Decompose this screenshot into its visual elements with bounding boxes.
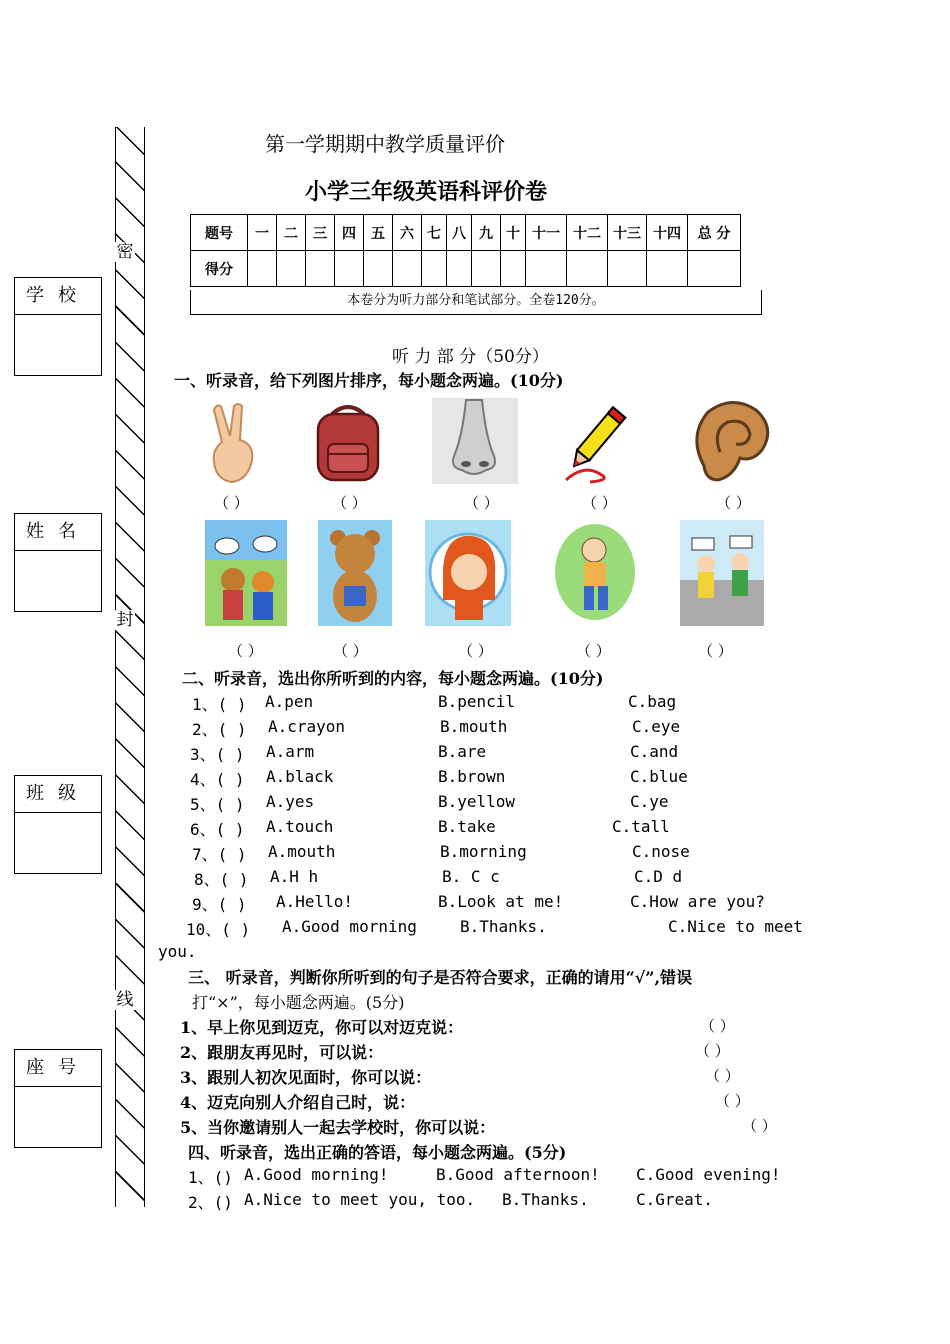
- judge-item: 2、跟朋友再见时，可以说：: [180, 1043, 384, 1062]
- question-number[interactable]: 2、( ): [192, 720, 247, 739]
- binding-strip: [115, 127, 145, 1207]
- exam-note: 本卷分为听力部分和笔试部分。全卷120分。: [190, 290, 762, 315]
- score-cell[interactable]: [608, 251, 647, 287]
- animals-scene-icon: [205, 520, 287, 626]
- score-header-cell: 八: [447, 215, 472, 251]
- question-number[interactable]: 8、( ): [194, 870, 249, 889]
- answer-paren[interactable]: （ ）: [333, 642, 368, 660]
- seat-field[interactable]: [15, 1087, 101, 1147]
- option-a: A.mouth: [268, 842, 336, 861]
- option-c: C.D d: [634, 867, 683, 886]
- option-b: B.take: [438, 817, 496, 836]
- seat-label: 座号: [15, 1050, 101, 1087]
- option-b: B.Good afternoon!: [436, 1165, 600, 1184]
- answer-paren[interactable]: （ ）: [715, 1092, 750, 1110]
- exam-subtitle: 小学三年级英语科评价卷: [305, 179, 548, 205]
- judge-item: 1、早上你见到迈克，你可以对迈克说：: [180, 1018, 464, 1037]
- question-number[interactable]: 10、( ): [186, 920, 251, 939]
- listening-title: 听 力 部 分（50分）: [392, 347, 549, 367]
- option-b: B.Thanks.: [460, 917, 547, 936]
- section3-title: 三、 听录音，判断你所听到的句子是否符合要求，正确的请用“√”,错误: [188, 968, 693, 987]
- question-number[interactable]: 2、(): [188, 1193, 233, 1212]
- score-header-cell: 四: [335, 215, 364, 251]
- score-header-row: [191, 215, 741, 251]
- score-cell[interactable]: [688, 251, 741, 287]
- option-a: A.Good morning: [282, 917, 417, 936]
- score-header-cell: 十三: [608, 215, 647, 251]
- class-field[interactable]: [15, 813, 101, 873]
- option-a: A.touch: [266, 817, 334, 836]
- binding-mi: 密: [116, 242, 134, 262]
- score-cell[interactable]: [422, 251, 447, 287]
- school-box: [14, 277, 102, 376]
- score-cell[interactable]: [526, 251, 567, 287]
- option-a: A.arm: [266, 742, 315, 761]
- option-a: A.H h: [270, 867, 319, 886]
- score-header-cell: 十二: [567, 215, 608, 251]
- option-a: A.Nice to meet you, too.: [244, 1190, 476, 1209]
- score-cell[interactable]: [472, 251, 501, 287]
- name-label: 姓名: [15, 514, 101, 551]
- option-a: A.pen: [265, 692, 314, 711]
- score-cell[interactable]: [306, 251, 335, 287]
- score-header-cell: 十四: [647, 215, 688, 251]
- option-c: C.bag: [628, 692, 677, 711]
- score-header-cell: 三: [306, 215, 335, 251]
- option-b: B.brown: [438, 767, 506, 786]
- option-b: B.yellow: [438, 792, 516, 811]
- score-header-cell: 总 分: [688, 215, 741, 251]
- score-row-label: 得分: [191, 251, 248, 287]
- option-c: C.and: [630, 742, 679, 761]
- answer-paren[interactable]: （ ）: [228, 642, 263, 660]
- answer-paren[interactable]: （ ）: [716, 494, 751, 512]
- option-a: A.Hello!: [276, 892, 354, 911]
- score-header-cell: 二: [277, 215, 306, 251]
- score-cell[interactable]: [277, 251, 306, 287]
- option-b: B.Thanks.: [502, 1190, 589, 1209]
- ear-icon: [684, 396, 774, 482]
- question-number[interactable]: 3、( ): [190, 745, 245, 764]
- backpack-icon: [310, 400, 386, 484]
- option-c: C.Good evening!: [636, 1165, 781, 1184]
- answer-paren[interactable]: （ ）: [698, 642, 733, 660]
- answer-paren[interactable]: （ ）: [464, 494, 499, 512]
- score-cell[interactable]: [647, 251, 688, 287]
- option-c: C.How are you?: [630, 892, 765, 911]
- score-header-cell: 五: [364, 215, 393, 251]
- answer-paren[interactable]: （ ）: [214, 494, 249, 512]
- judge-item: 3、跟别人初次见面时，你可以说：: [180, 1068, 432, 1087]
- score-header-cell: 十一: [526, 215, 567, 251]
- girl-icon: [425, 520, 511, 626]
- option-b: B. C c: [442, 867, 500, 886]
- score-header-cell: 六: [393, 215, 422, 251]
- question-number[interactable]: 1、(): [188, 1168, 233, 1187]
- exam-title: 第一学期期中教学质量评价: [265, 132, 505, 156]
- score-header-cell: 九: [472, 215, 501, 251]
- question-number[interactable]: 9、( ): [192, 895, 247, 914]
- class-box: [14, 775, 102, 874]
- school-label: 学校: [15, 278, 101, 315]
- answer-paren[interactable]: （ ）: [695, 1042, 730, 1060]
- option-c: C.Great.: [636, 1190, 714, 1209]
- answer-paren[interactable]: （ ）: [582, 494, 617, 512]
- score-header-cell: 一: [248, 215, 277, 251]
- answer-paren[interactable]: （ ）: [332, 494, 367, 512]
- name-box: [14, 513, 102, 612]
- score-table: [190, 214, 741, 287]
- option-b: B.pencil: [438, 692, 516, 711]
- option-a: A.yes: [266, 792, 315, 811]
- section1-title: 一、听录音，给下列图片排序，每小题念两遍。(10分): [174, 371, 564, 390]
- option-b: B.morning: [440, 842, 527, 861]
- answer-paren[interactable]: （ ）: [458, 642, 493, 660]
- boys-greeting-icon: [680, 520, 764, 626]
- option-c-wrap: you.: [158, 942, 197, 961]
- score-cell[interactable]: [447, 251, 472, 287]
- class-label: 班级: [15, 776, 101, 813]
- score-header-cell: 十: [501, 215, 526, 251]
- question-number[interactable]: 1、( ): [192, 695, 247, 714]
- nose-icon: [432, 398, 518, 484]
- option-a: A.Good morning!: [244, 1165, 389, 1184]
- boy-sitting-icon: [554, 520, 636, 626]
- question-number[interactable]: 6、( ): [190, 820, 245, 839]
- question-number[interactable]: 5、( ): [190, 795, 245, 814]
- hand-v-icon: [208, 402, 262, 486]
- name-field[interactable]: [15, 551, 101, 611]
- option-a: A.crayon: [268, 717, 346, 736]
- option-a: A.black: [266, 767, 334, 786]
- option-b: B.are: [438, 742, 487, 761]
- score-header-cell: 题号: [191, 215, 248, 251]
- score-value-row: [191, 251, 741, 287]
- option-b: B.Look at me!: [438, 892, 564, 911]
- option-c: C.eye: [632, 717, 681, 736]
- score-cell[interactable]: [335, 251, 364, 287]
- answer-paren[interactable]: （ ）: [700, 1017, 735, 1035]
- score-header-cell: 七: [422, 215, 447, 251]
- answer-paren[interactable]: （ ）: [705, 1067, 740, 1085]
- score-cell[interactable]: [567, 251, 608, 287]
- answer-paren[interactable]: （ ）: [576, 642, 611, 660]
- binding-feng: 封: [116, 610, 134, 630]
- option-b: B.mouth: [440, 717, 508, 736]
- score-cell[interactable]: [248, 251, 277, 287]
- option-c: C.tall: [612, 817, 670, 836]
- option-c: C.nose: [632, 842, 690, 861]
- section3-title-cont: 打“×”，每小题念两遍。(5分): [192, 993, 405, 1012]
- section2-title: 二、听录音，选出你所听到的内容，每小题念两遍。(10分): [182, 669, 604, 688]
- binding-xian: 线: [116, 990, 134, 1010]
- section4-title: 四、听录音，选出正确的答语，每小题念两遍。(5分): [188, 1143, 567, 1162]
- crayon-icon: [560, 400, 632, 486]
- option-c: C.blue: [630, 767, 688, 786]
- school-field[interactable]: [15, 315, 101, 375]
- score-cell[interactable]: [501, 251, 526, 287]
- score-cell[interactable]: [364, 251, 393, 287]
- question-number[interactable]: 7、( ): [192, 845, 247, 864]
- judge-item: 5、当你邀请别人一起去学校时，你可以说：: [180, 1118, 496, 1137]
- answer-paren[interactable]: （ ）: [742, 1117, 777, 1135]
- score-cell[interactable]: [393, 251, 422, 287]
- judge-item: 4、迈克向别人介绍自己时，说：: [180, 1093, 416, 1112]
- question-number[interactable]: 4、( ): [190, 770, 245, 789]
- bear-icon: [318, 520, 392, 626]
- option-c: C.ye: [630, 792, 669, 811]
- seat-box: [14, 1049, 102, 1148]
- option-c: C.Nice to meet: [668, 917, 803, 936]
